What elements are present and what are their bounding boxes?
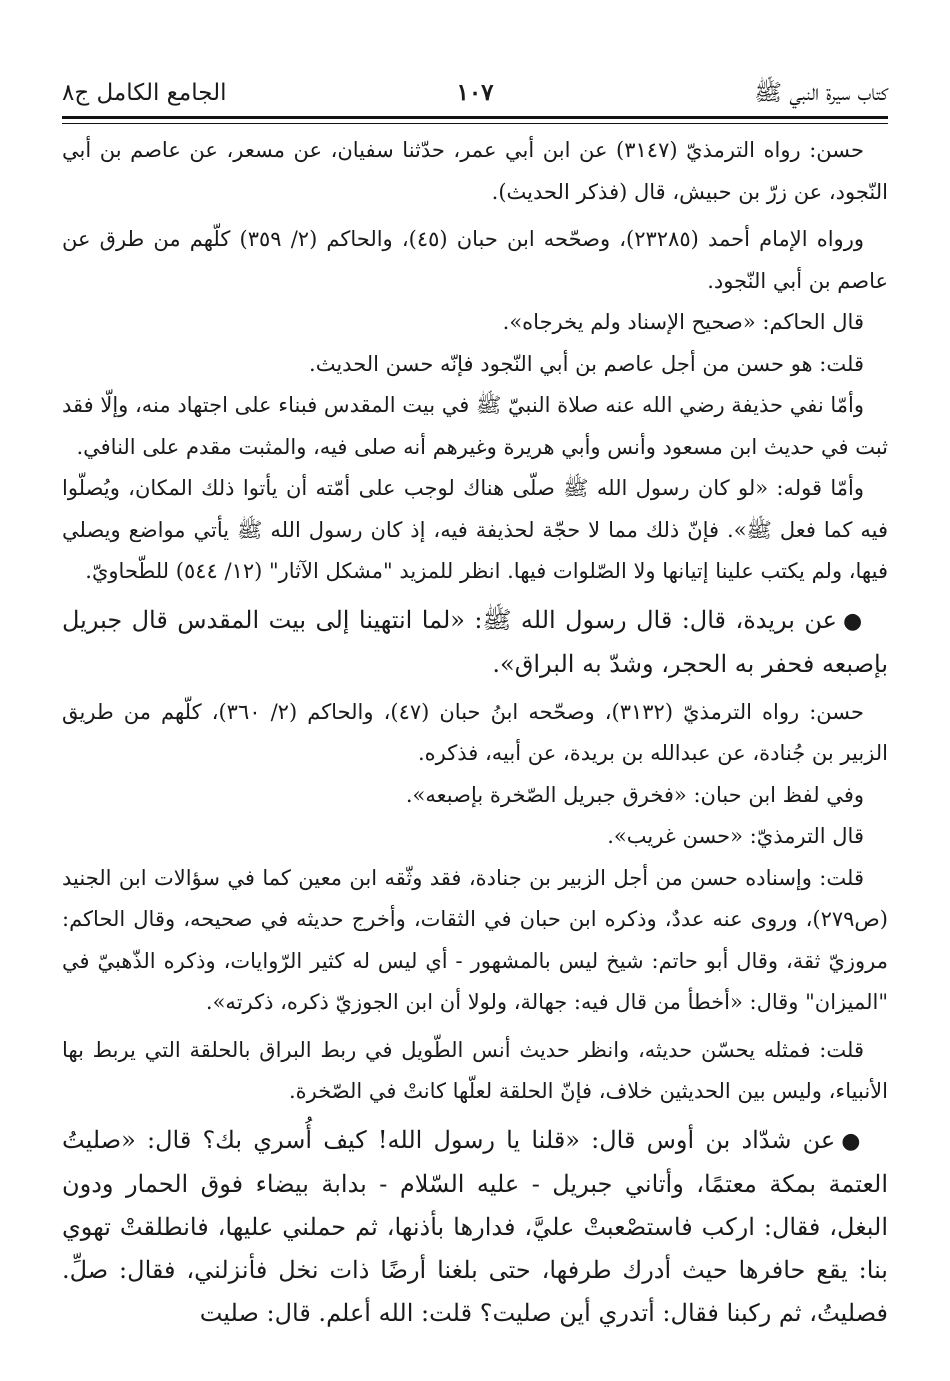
bullet-icon: ● (841, 1128, 864, 1154)
page-body (62, 130, 888, 1335)
bullet-icon: ● (843, 608, 864, 634)
book-section-title: كتاب سيرة النبي ﷺ (754, 80, 888, 106)
hadith-shaddad (62, 1119, 888, 1335)
paragraph-zubayr-narrator: قلت: وإسناده حسن من أجل الزبير بن جنادة، فقد وثّقه ابن معين كما في سؤالات ابن الجنيد (ص٢٧٩)، وروى عنه عددٌ، وذكره ابن حبان في الثقات، وأخرج حديثه في صحيحه، وقال الحاكم: مروزيّ ثقة، وقال أبو حاتم: شيخ ليس بالمشهور - أي ليس له كثير الرّوايات، وذكره الذّهبيّ في "الميزان" وقال: «أخطأ من قال فيه: جهالة، ولولا أن ابن الجوزيّ ذكره، ذكرته». (62, 865, 888, 1014)
page-header (62, 78, 888, 112)
paragraph-anas-reference: قلت: فمثله يحسّن حديثه، وانظر حديث أنس الطّويل في ربط البراق بالحلقة التي يربط بها الأنبياء، وليس بين الحديثين خلاف، فإنّ الحلقة لعلّها كانتْ في الصّخرة. (62, 1037, 888, 1103)
paragraph-hudhayfah-denial: وأمّا نفي حذيفة رضي الله عنه صلاة النبيّ ﷺ في بيت المقدس فبناء على اجتهاد منه، وإلّا فقد ثبت في حديث ابن مسعود وأنس وأبي هريرة وغيرهم أنه صلى فيه، والمثبت مقدم على النافي. (62, 393, 888, 459)
paragraph-tirmidhi-verdict: قال الترمذيّ: «حسن غريب». (607, 824, 864, 848)
hadith-buraydah (62, 599, 888, 686)
paragraph-hudhayfah-quote: وأمّا قوله: «لو كان رسول الله ﷺ صلّى هناك لوجب على أمّته أن يأتوا ذلك المكان، ويُصلّوا فيه كما فعل ﷺ». فإنّ ذلك مما لا حجّة لحذيفة فيه، إذ كان رسول الله ﷺ يأتي مواضع ويصلي فيها، ولم يكتب علينا إتيانها ولا الصّلوات فيها. انظر للمزيد "مشكل الآثار" (١٢/ ٥٤٤) للطّحاويّ. (62, 476, 888, 583)
hadith-text: عن شدّاد بن أوس قال: «قلنا يا رسول الله! كيف أُسري بك؟ قال: «صليتُ العتمة بمكة معتمًا، وأتاني جبريل - عليه السّلام - بدابة بيضاء فوق الحمار ودون البغل، فقال: اركب فاستصْعبتْ عليَّ، فدارها بأذنها، ثم حملني عليها، فانطلقتْ تهوي بنا: يقع حافرها حيث أدرك طرفها، حتى بلغنا أرضًا ذات نخل فأنزلني، فقال: صلِّ. فصليتُ، ثم ركبنا فقال: أتدري أين صليت؟ قلت: الله أعلم. قال: صليت (62, 1125, 888, 1327)
header-rule-thick (62, 116, 888, 119)
header-rule-thin (62, 123, 888, 124)
hadith-text: عن بريدة، قال: قال رسول الله ﷺ: «لما انتهينا إلى بيت المقدس قال جبريل بإصبعه فحفر به الحجر، وشدّ به البراق». (62, 605, 888, 678)
paragraph-hakim-quote: قال الحاكم: «صحيح الإسناد ولم يخرجاه». (502, 310, 864, 334)
paragraph-buraydah-grading: حسن: رواه الترمذيّ (٣١٣٢)، وصحّحه ابنُ حبان (٤٧)، والحاكم (٢/ ٣٦٠)، كلّهم من طريق الزبير بن جُنادة، عن عبدالله بن بريدة، عن أبيه، فذكره. (62, 699, 888, 765)
paragraph-ibn-hibban-wording: وفي لفظ ابن حبان: «فخرق جبريل الصّخرة بإصبعه». (405, 782, 864, 807)
volume-title: الجامع الكامل ج٨ (62, 80, 227, 106)
page-number: ١٠٧ (456, 79, 494, 106)
paragraph-ahmad-narration: ورواه الإمام أحمد (٢٣٢٨٥)، وصحّحه ابن حبان (٤٥)، والحاكم (٢/ ٣٥٩) كلّهم من طرق عن عاصم بن أبي النّجود. (62, 227, 888, 293)
paragraph-hadith-grading-tirmidhi: حسن: رواه الترمذيّ (٣١٤٧) عن ابن أبي عمر، حدّثنا سفيان، عن مسعر، عن عاصم بن أبي النّجود، عن زرّ بن حبيش، قال (فذكر الحديث). (62, 138, 888, 204)
paragraph-author-note: قلت: هو حسن من أجل عاصم بن أبي النّجود فإنّه حسن الحديث. (309, 351, 864, 376)
